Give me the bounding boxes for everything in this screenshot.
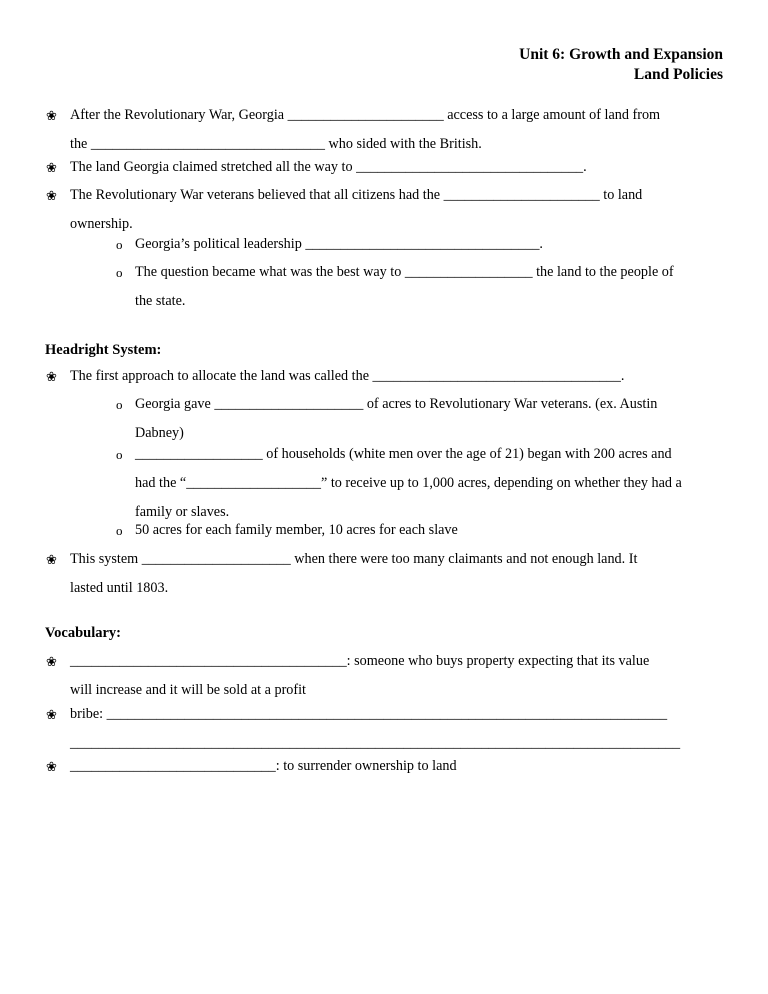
sub-bullet-marker: o [116,237,123,252]
sub-bullet-marker: o [116,397,123,412]
vocab-text: bribe: _______________________________________________________________________________ [70,706,668,722]
vocab-item [46,647,725,705]
sub-bullet-text: the state. [135,293,186,309]
lesson-subtitle: Land Policies [633,66,723,83]
sub-bullet-marker: o [116,523,123,538]
sub-bullet-text: 50 acres for each family member, 10 acres for each slave [135,522,458,538]
bullet-text: After the Revolutionary War, Georgia ______________________ access to a large amount of land from [70,107,661,123]
sub-bullet-marker: o [116,265,123,280]
bullet-text: the _________________________________ who sided with the British. [70,136,482,152]
sub-bullet-marker: o [116,447,123,462]
sub-bullet-text: Dabney) [135,425,184,441]
vocab-item [46,752,725,781]
bullet-text: lasted until 1803. [70,580,169,596]
bullet-text: This system _____________________ when there were too many claimants and not enough land. It [70,551,638,567]
vocab-item [46,700,725,758]
flower-bullet-icon: ❀ [46,759,57,774]
flower-bullet-icon: ❀ [46,707,57,722]
sub-bullet-item [116,516,725,545]
bullet-item [46,153,725,182]
bullet-item [46,545,725,603]
sub-bullet-item [116,440,725,527]
section-heading-vocabulary: Vocabulary: [45,625,121,641]
bullet-item [46,101,725,159]
sub-bullet-text: Georgia gave _____________________ of acres to Revolutionary War veterans. (ex. Austin [135,396,658,412]
bullet-item [46,362,725,391]
unit-title: Unit 6: Growth and Expansion [519,46,723,63]
bullet-text: The first approach to allocate the land was called the ___________________________________. [70,368,625,384]
sub-bullet-item [116,258,725,316]
sub-bullet-item [116,230,725,259]
flower-bullet-icon: ❀ [46,369,57,384]
vocab-text: _____________________________: to surrender ownership to land [70,758,457,774]
bullet-text: The Revolutionary War veterans believed that all citizens had the ______________________ to land [70,187,643,203]
flower-bullet-icon: ❀ [46,108,57,123]
section-heading-headright: Headright System: [45,342,162,358]
sub-bullet-text: had the “___________________” to receive up to 1,000 acres, depending on whether they had a [135,475,682,491]
flower-bullet-icon: ❀ [46,654,57,669]
page-title [519,45,723,85]
vocab-text: ______________________________________________________________________________________ [70,735,681,751]
vocab-text: will increase and it will be sold at a profit [70,682,306,698]
bullet-text: ownership. [70,216,133,232]
flower-bullet-icon: ❀ [46,188,57,203]
sub-bullet-text: The question became what was the best way to __________________ the land to the people of [135,264,674,280]
vocab-text: _______________________________________: someone who buys property expecting that its value [70,653,650,669]
sub-bullet-text: __________________ of households (white men over the age of 21) began with 200 acres and [135,446,672,462]
bullet-text: The land Georgia claimed stretched all the way to ________________________________. [70,159,587,175]
sub-bullet-text: family or slaves. [135,504,230,520]
flower-bullet-icon: ❀ [46,160,57,175]
flower-bullet-icon: ❀ [46,552,57,567]
sub-bullet-text: Georgia’s political leadership _________________________________. [135,236,543,252]
